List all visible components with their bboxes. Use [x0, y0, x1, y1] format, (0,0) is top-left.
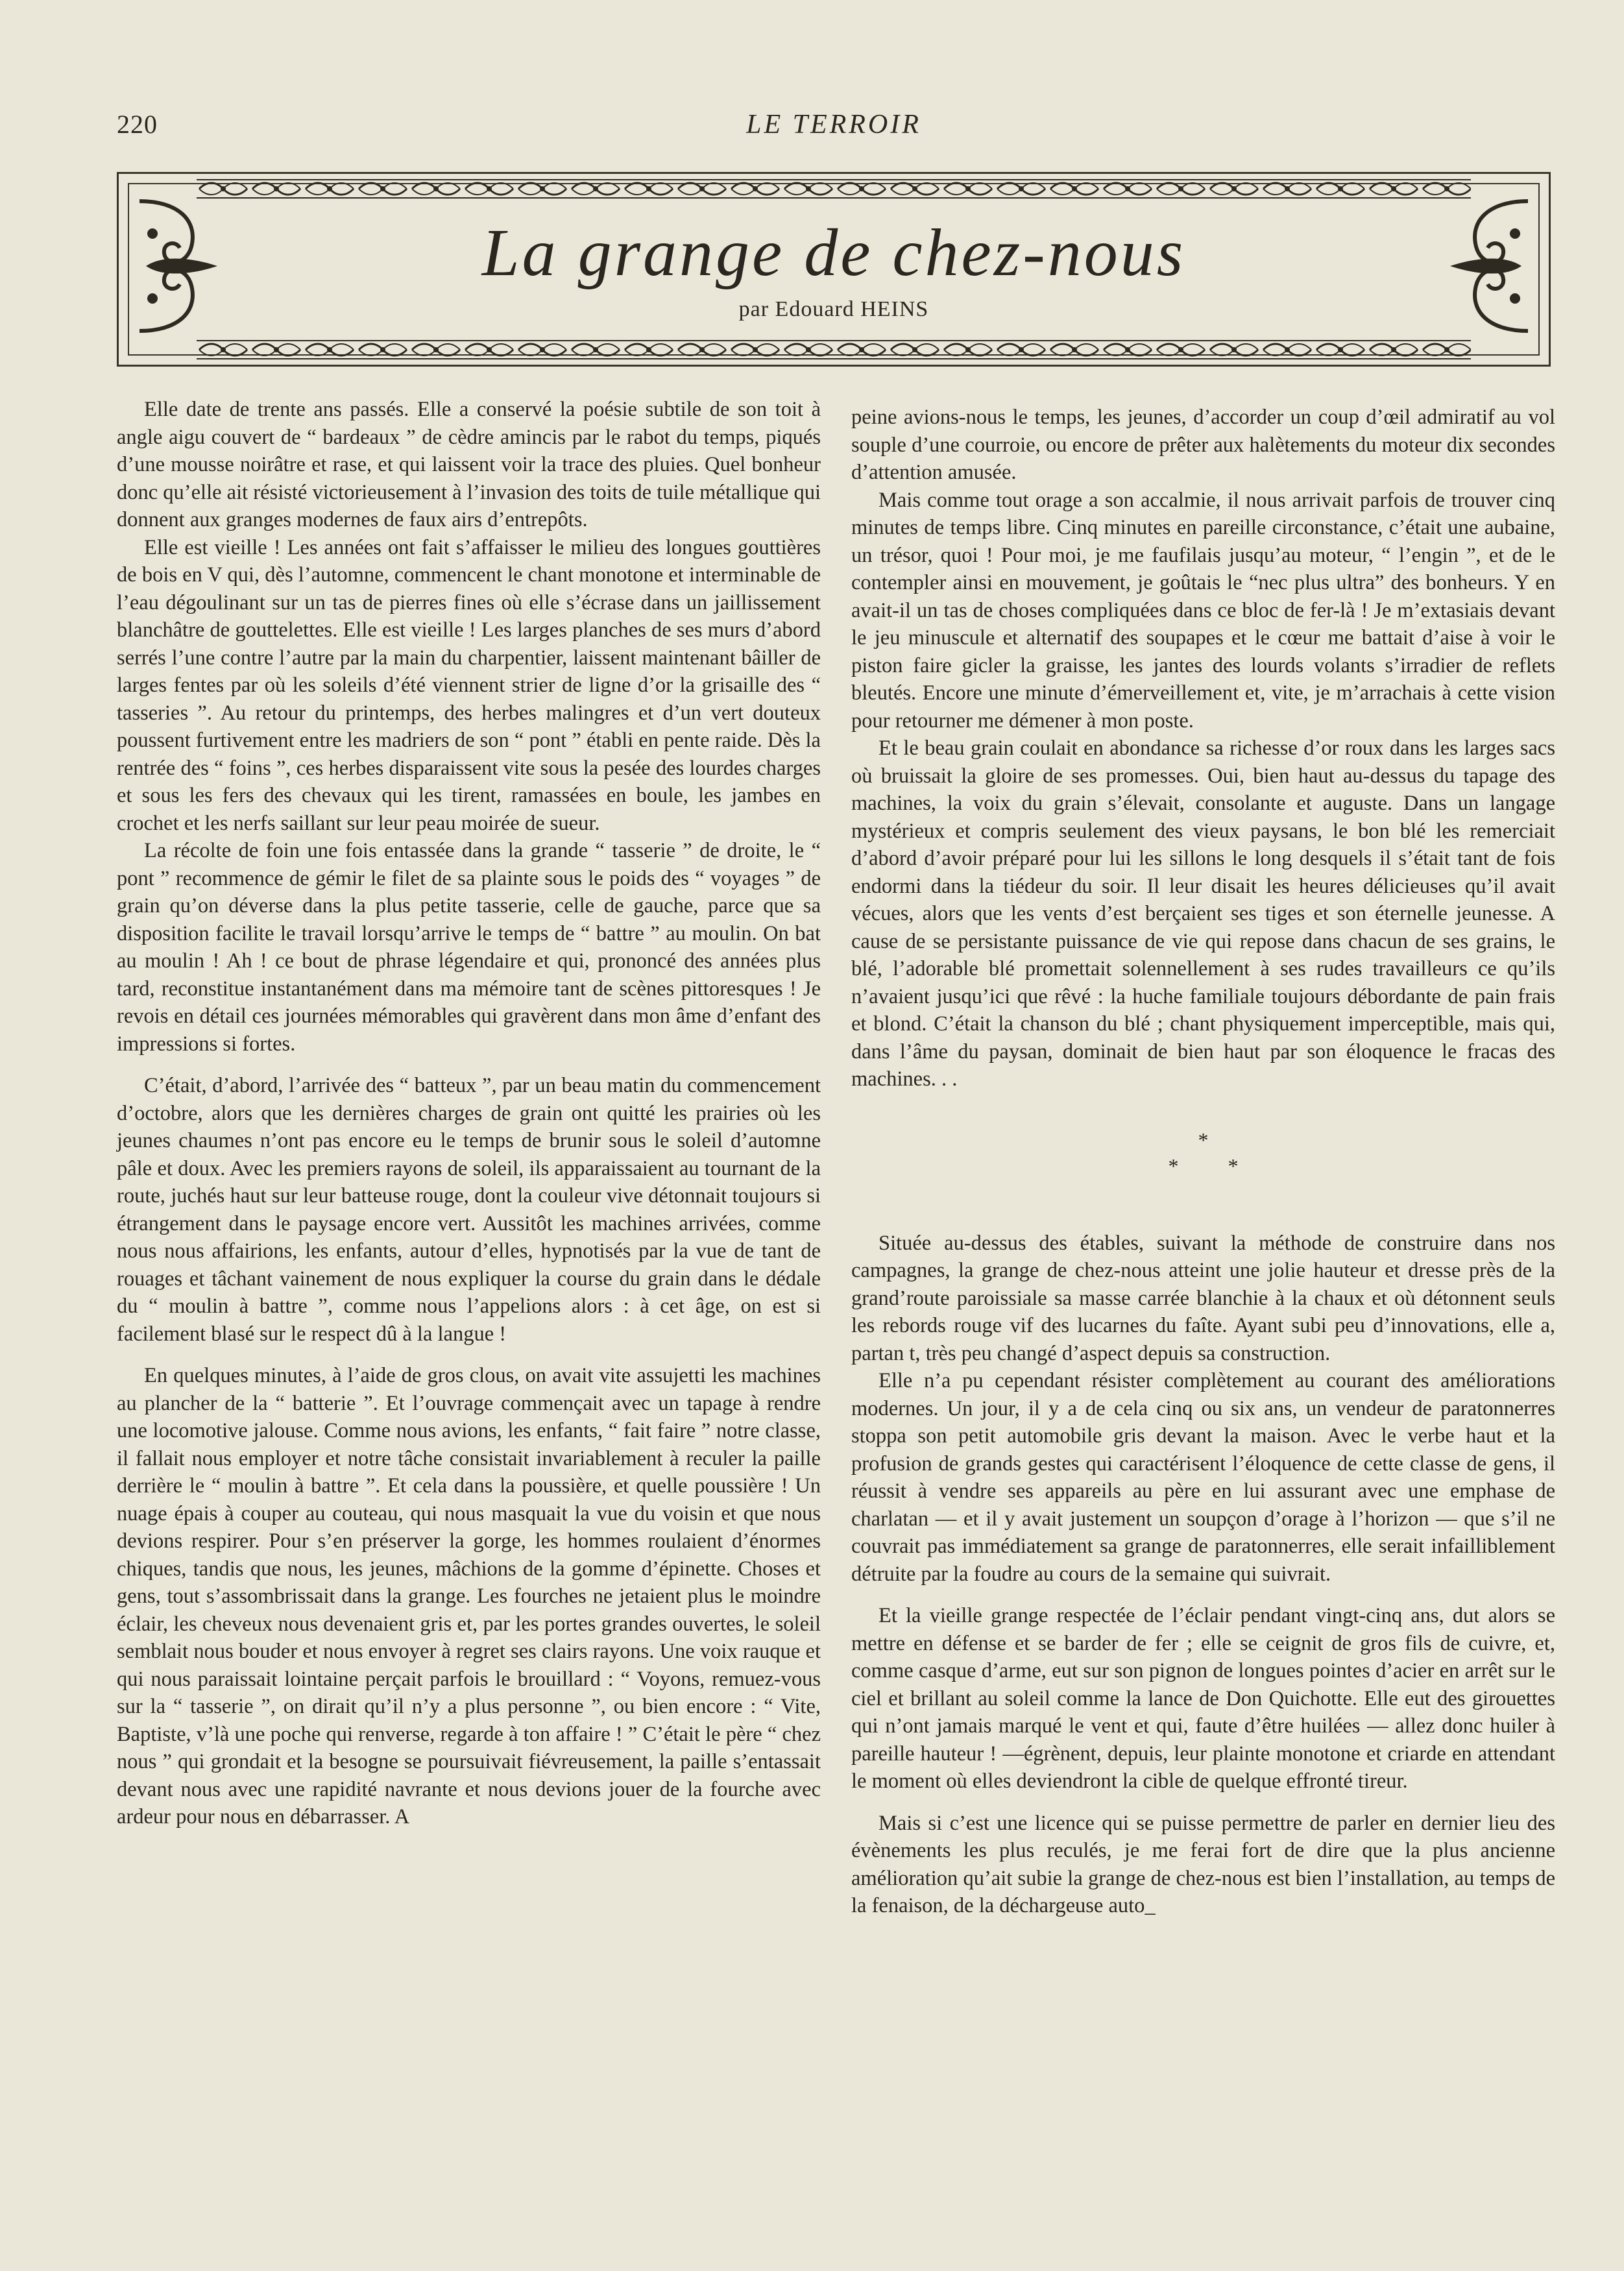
paragraph: Et le beau grain coulait en abondance sa richesse d’or roux dans les larges sacs où bruissait la gloire de ses promesses. Oui, bien haut au-dessus du tapage des machines, la voix du grain s’élevait, consolante et auguste. Dans un langage mystérieux et compris seulement des vieux paysans, le bon blé les remerciait d’abord d’avoir préparé pour lui les sillons le long desquels il s’était tant de fois endormi dans la tiédeur du soir. Il leur disait les heures délicieuses qu’il avait vécues, alors que les vents d’est berçaient ses tiges et son éternelle jeunesse. A cause de se persistante puissance de vie qui repose dans chacun de ses grains, le blé, l’adorable blé promettait solennellement à ses rudes travailleurs ce qu’ils n’avaient jusqu’ici que rêvé : la huche familiale toujours débordante de pain frais et blond. C’était la chanson du blé ; chant physiquement imperceptible, mais qui, dans l’âme du paysan, dominait de bien haut par son éloquence le fracas des machines. . . [851, 736, 1555, 1091]
running-head [117, 109, 1551, 154]
paragraph: Elle est vieille ! Les années ont fait s’affaisser le milieu des longues gouttières de bois en V qui, dès l’automne, commencent le chant monotone et interminable de l’eau dégoulinant sur un tas de pierres fines où elle s’écrase dans un jaillissement blanchâtre de gouttelettes. Elle est vieille ! Les larges planches de ses murs d’abord serrés l’une contre l’autre par la main du charpentier, laissent maintenant bâiller de larges fentes par où les soleils d’été viennent strier de ligne d’or la grisaille des “ tasseries ”. Au retour du printemps, des herbes malingres et d’un vert douteux poussent furtivement entre les madriers de son “ pont ” établi en pente raide. Dès la rentrée des “ foins ”, ces herbes disparaissent vite sous la pesée des lourdes charges et sous les fers des chevaux qui les tirent, ramassées en boule, les jambes en crochet et les nerfs saillant sur leur peau moirée de sueur. [117, 535, 821, 835]
paragraph: Mais si c’est une licence qui se puisse permettre de parler en dernier lieu des évènements les plus reculés, je me ferai fort de dire que la plus ancienne amélioration qu’ait subie la grange de chez-nous est bien l’installation, au temps de la fenaison, de la déchargeuse auto_ [851, 1811, 1555, 1917]
ornamental-frieze-bottom [197, 339, 1471, 361]
article-title: La grange de chez-nous [481, 215, 1186, 290]
paragraph: Elle date de trente ans passés. Elle a conservé la poésie subtile de son toit à angle aigu couvert de “ bardeaux ” de cèdre amincis par le rabot du temps, piqués d’une mousse noirâtre et rase, et qui laissent voir la trace des pluies. Quel bonheur donc qu’elle ait résisté victorieusement à l’invasion des toits de tuile métallique qui donnent aux granges modernes de faux airs d’entrepôts. [117, 398, 821, 531]
title-frame [117, 172, 1551, 367]
text-column-left [117, 396, 821, 1831]
paragraph: La récolte de foin une fois entassée dans la grande “ tasserie ” de droite, le “ pont ” recommence de gémir le filet de sa plainte sous le poids des “ voyages ” de grain qu’on déverse dans la plus petite tasserie, celle de gauche, parce que sa disposition facilite le travail lorsqu’arrive le temps de “ battre ” au moulin. On bat au moulin ! Ah ! ce bout de phrase légendaire et qui, prononcé des années plus tard, reconstitue instantanément dans ma mémoire tant de scènes pittoresques ! Je revois en détail ces journées mémorables qui gravèrent dans mon âme d’enfant des impressions si fortes. [117, 839, 821, 1056]
paragraph: C’était, d’abord, l’arrivée des “ batteux ”, par un beau matin du commencement d’octobre, alors que les dernières charges de grain ont quitté les prairies où les jeunes chaumes n’ont pas encore eu le temps de brunir sous le soleil d’automne pâle et doux. Avec les premiers rayons de soleil, ils apparaissaient au tournant de la route, juchés haut sur leur batteuse rouge, dont la couleur vive détonnait toujours si étrangement dans le paysage encore vert. Aussitôt les machines arrivées, comme nous nous affairions, les enfants, autour d’elles, hypnotisés par la vue de tant de rouages et tâchant vainement de nous expliquer la course du grain dans le dédale du “ moulin à battre ”, comme nous l’appelions alors : à cet âge, on est si facilement blasé sur le respect dû à la langue ! [117, 1074, 821, 1346]
journal-title: LE TERROIR [746, 110, 921, 140]
asterism-top: * [1198, 1128, 1209, 1152]
paragraph: Située au-dessus des étables, suivant la méthode de construire dans nos campagnes, la grange de chez-nous atteint une jolie hauteur et dresse près de la grand’route paroissiale sa masse carrée blanchie à la chaux et où détonnent seuls les rebords rouge vif des lucarnes du faîte. Ayant subi peu d’innovations, elle a, partan t, très peu changé d’aspect depuis sa construction. [851, 1231, 1555, 1365]
section-break-asterism [851, 1119, 1555, 1230]
article-byline: par Edouard HEINS [738, 297, 929, 321]
text-column-right [851, 404, 1555, 1920]
paragraph: Elle n’a pu cependant résister complètement au courant des améliorations modernes. Un jour, il y a de cela cinq ou six ans, un vendeur de paratonnerres stoppa son petit automobile gris devant la maison. Avec le verbe haut et la profusion de grands gestes qui caractérisent l’éloquence de cette classe de gens, il réussit à vendre ses appareils au père en lui assurant avec une emphase de charlatan — et il y avait justement un soupçon d’orage à l’horizon — que s’il ne couvrait pas immédiatement sa grange de paratonnerres, elle serait infailliblement détruite par la foudre au cours de la semaine qui suivrait. [851, 1369, 1555, 1586]
paragraph: Mais comme tout orage a son accalmie, il nous arrivait parfois de trouver cinq minutes de temps libre. Cinq minutes en pareille circonstance, c’était une aubaine, un trésor, quoi ! Pour moi, je me faufilais jusqu’au moteur, “ l’engin ”, et de le contempler ainsi en mouvement, je goûtais le “nec plus ultra” des bonheurs. Y en avait-il un tas de choses compliquées dans ce bloc de fer-là ! Je m’extasiais devant le jeu minuscule et alternatif des soupapes et le cœur me battait d’aise à voir le piston faire gicler la graisse, les jantes des lourds volants s’irradier de reflets bleutés. Encore une minute d’émerveillement et, vite, je m’arrachais à cette vision pour retourner me démener à mon poste. [851, 488, 1555, 733]
paragraph: En quelques minutes, à l’aide de gros clous, on avait vite assujetti les machines au plancher de la “ batterie ”. Et l’ouvrage commençait avec un tapage à rendre une locomotive jalouse. Comme nous avions, les enfants, “ fait faire ” notre classe, il fallait nous employer et notre tâche consistait invariablement à reculer la paille derrière le “ moulin à battre ”. Et cela dans la poussière, et quelle poussière ! Un nuage épais à couper au couteau, qui nous masquait la vue du voisin et que nous devions respirer. Pour s’en préserver la gorge, les hommes roulaient d’énormes chiques, tandis que nous, les jeunes, mâchions de la gomme d’épinette. Choses et gens, tout s’assombrissait dans la grange. Les fourches ne jetaient plus le moindre éclair, les cheveux nous devenaient gris et, par les portes grandes ouvertes, le soleil semblait nous bouder et nous envoyer à regret ses clairs rayons. Une voix rauque et qui nous paraissait lointaine perçait parfois le brouillard : “ Voyons, remuez-vous sur la “ tasserie ”, on dirait qu’il n’y a plus personne ”, ou bien encore : “ Vite, Baptiste, v’là une poche qui renverse, regarde à ton affaire ! ” C’était le père “ chez nous ” qui grondait et la besogne se poursuivait fiévreusement, la paille s’entassait devant nous avec une rapidité navrante et nous devions jouer de la fourche avec ardeur pour nous en débarrasser. A [117, 1364, 821, 1828]
paragraph: peine avions-nous le temps, les jeunes, d’accorder un coup d’œil admiratif au vol souple d’une courroie, ou encore de prêter aux halètements du moteur dix secondes d’attention amusée. [851, 406, 1555, 484]
paragraph: Et la vieille grange respectée de l’éclair pendant vingt-cinq ans, dut alors se mettre en défense et se barder de fer ; elle se ceignit de gros fils de cuivre, et, comme casque d’arme, eut sur son pignon de longues pointes d’acier en arrêt sur le ciel et brillant au soleil comme la lance de Don Quichotte. Elle eut des girouettes qui n’ont jamais marqué le vent et qui, faute d’être huilées — allez donc huiler à pareille hauteur ! —égrènent, depuis, leur plainte monotone et criarde en attendant le moment où elles deviendront la cible de quelque effronté tireur. [851, 1604, 1555, 1793]
asterism-bottom: * * [1168, 1154, 1261, 1178]
ornamental-frieze-top [197, 178, 1471, 200]
page-number: 220 [117, 110, 158, 139]
